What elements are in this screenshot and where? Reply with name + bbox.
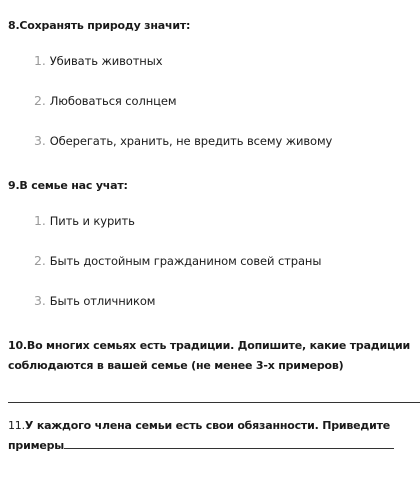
option-number: 1. <box>34 53 46 68</box>
question-8-option-2 <box>34 93 176 108</box>
option-number: 3. <box>34 133 46 148</box>
question-11-text: У каждого члена семьи есть свои обязанности. Приведите примеры <box>8 419 391 452</box>
question-11-title <box>8 416 412 456</box>
option-number: 1. <box>34 213 46 228</box>
option-text: Убивать животных <box>49 54 163 68</box>
option-text: Быть достойным гражданином совей страны <box>49 254 322 268</box>
option-number: 2. <box>34 253 46 268</box>
question-8-option-1 <box>34 53 162 68</box>
option-number: 2. <box>34 93 46 108</box>
option-text: Быть отличником <box>49 294 156 308</box>
option-number: 3. <box>34 293 46 308</box>
question-9-title: 9.В семье нас учат: <box>8 179 128 192</box>
question-8-title: 8.Сохранять природу значит: <box>8 19 191 32</box>
question-11-number: 11. <box>8 419 25 432</box>
question-9-option-2 <box>34 253 321 268</box>
answer-line[interactable] <box>64 436 394 449</box>
question-9-option-1 <box>34 213 135 228</box>
option-text: Оберегать, хранить, не вредить всему живому <box>49 134 333 148</box>
option-text: Любоваться солнцем <box>49 94 177 108</box>
answer-line[interactable] <box>8 402 420 403</box>
question-9-option-3 <box>34 293 155 308</box>
question-10-title: 10.Во многих семьях есть традиции. Допишите, какие традиции соблюдаются в вашей семье (не менее 3-х примеров) <box>8 339 410 372</box>
option-text: Пить и курить <box>49 214 135 228</box>
question-8-option-3 <box>34 133 332 148</box>
